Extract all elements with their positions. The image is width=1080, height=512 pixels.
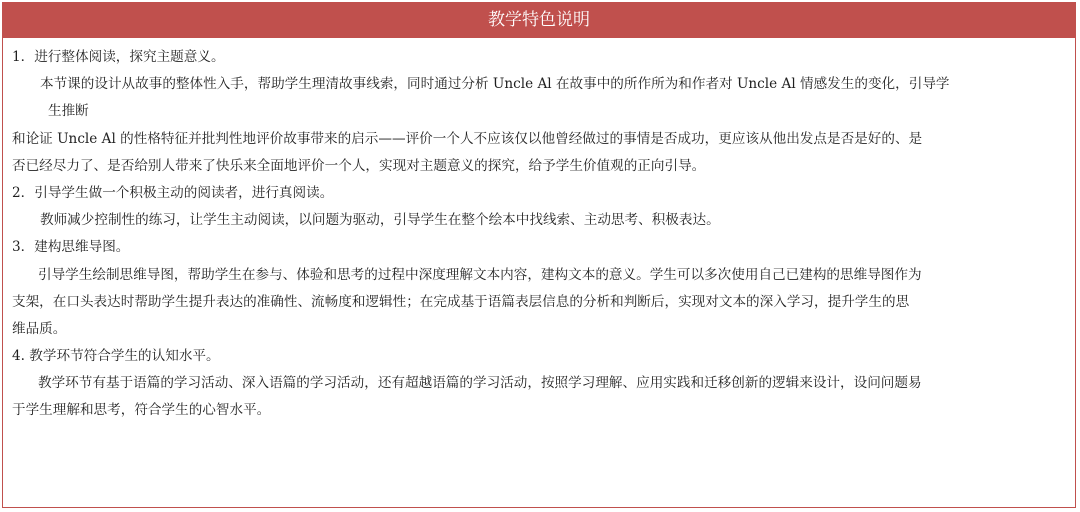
paragraph-line: 引导学生绘制思维导图，帮助学生在参与、体验和思考的过程中深度理解文本内容，建构文本的意义。学生可以多次使用自己已建构的思维导图作为 [38, 266, 922, 283]
paragraph-line: 和论证 Uncle Al 的性格特征并批判性地评价故事带来的启示——评价一个人不应该仅以他曾经做过的事情是否成功，更应该从他出发点是否是好的、是 [12, 130, 923, 147]
point-3-heading: 3．建构思维导图。 [12, 239, 130, 256]
point-2-heading: 2．引导学生做一个积极主动的阅读者，进行真阅读。 [12, 184, 334, 201]
box-content [3, 38, 1075, 425]
paragraph-line: 教师减少控制性的练习，让学生主动阅读，以问题为驱动，引导学生在整个绘本中找线索、主动思考、积极表达。 [40, 212, 720, 229]
teaching-features-box [2, 2, 1076, 508]
point-1-heading: 1．进行整体阅读，探究主题意义。 [12, 49, 225, 65]
paragraph-line: 生推断 [48, 103, 89, 120]
paragraph-line: 否已经尽力了、是否给别人带来了快乐来全面地评价一个人，实现对主题意义的探究，给予学生价值观的正向引导。 [12, 157, 706, 174]
paragraph-line: 维品质。 [12, 320, 67, 337]
paragraph-line: 于学生理解和思考，符合学生的心智水平。 [12, 402, 271, 419]
paragraph-line: 本节课的设计从故事的整体性入手，帮助学生理清故事线索，同时通过分析 Uncle Al 在故事中的所作所为和作者对 Uncle Al 情感发生的变化，引导学 [40, 76, 950, 93]
box-header: 教学特色说明 [3, 3, 1075, 38]
point-4-heading: 4. 教学环节符合学生的认知水平。 [12, 348, 220, 365]
paragraph-line: 支架，在口头表达时帮助学生提升表达的准确性、流畅度和逻辑性；在完成基于语篇表层信息的分析和判断后，实现对文本的深入学习，提升学生的思 [12, 293, 910, 310]
paragraph-line: 教学环节有基于语篇的学习活动、深入语篇的学习活动，还有超越语篇的学习活动，按照学习理解、应用实践和迁移创新的逻辑来设计，设问问题易 [38, 375, 922, 392]
